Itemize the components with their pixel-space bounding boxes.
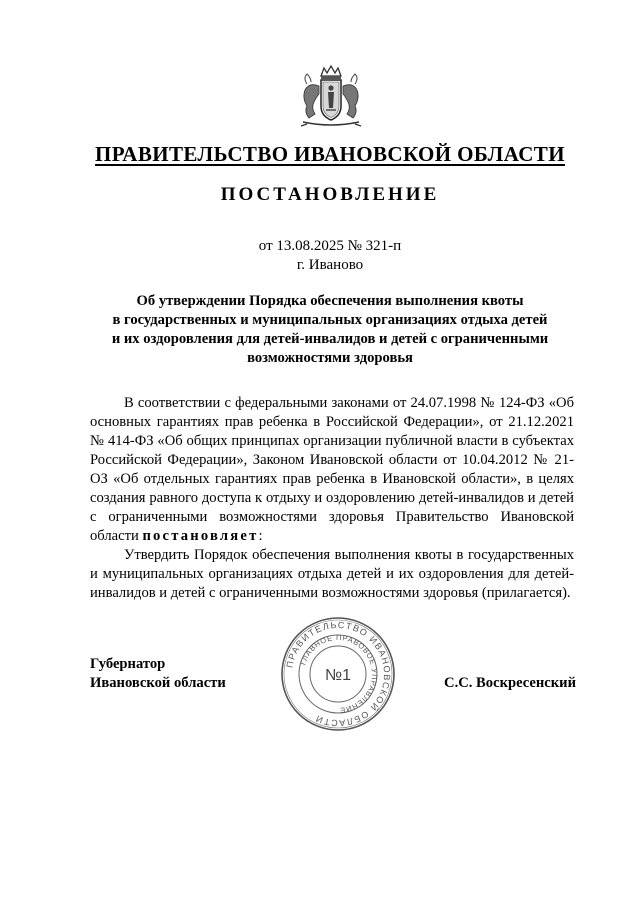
body-paragraph [90, 394, 574, 546]
document-city: г. Иваново [296, 257, 364, 273]
subject-line: в государственных и муниципальных организациях отдыха детей [112, 312, 548, 328]
coat-of-arms-icon [293, 64, 369, 128]
document-date-number: от 13.08.2025 № 321-п [258, 238, 402, 254]
subject-line: Об утверждении Порядка обеспечения выполнения квоты [136, 293, 524, 309]
document-subject [80, 292, 580, 368]
resolves-word: постановляет [142, 528, 259, 544]
signatory-position [90, 655, 226, 693]
signatory-name: С.С. Воскресенский [444, 675, 576, 691]
paragraph-text: В соответствии с федеральными законами от 24.07.1998 № 124-ФЗ «Об основных гарантиях прав ребенка в Российской Федерации», от 21.12.2021 № 414-ФЗ «Об общих принципах организации публичной власти в субъектах Российской Федерации», Законом Ивановской области от 10.04.2012 № 21-ОЗ «Об отдельных гарантиях прав ребенка в Ивановской области», в целях создания равного доступа к отдыху и оздоровлению детей-инвалидов и детей с ограниченными возможностями здоровья Правительство Ивановской области [90, 395, 574, 544]
document-type: ПОСТАНОВЛЕНИЕ [220, 184, 440, 205]
subject-line: и их оздоровления для детей-инвалидов и детей с ограниченными [111, 331, 549, 347]
resolves-colon: : [258, 528, 263, 544]
position-line: Ивановской области [90, 675, 226, 691]
document-body [90, 394, 574, 603]
body-paragraph: Утвердить Порядок обеспечения выполнения квоты в государственных и муниципальных организациях отдыха детей и их оздоровления для детей-инвалидов и детей с ограниченными возможностями здоровья (прилагается). [90, 547, 574, 601]
stamp-inner-text: ГЛАВНОЕ ПРАВОВОЕ УПРАВЛЕНИЕ [298, 632, 380, 716]
stamp-number: №1 [324, 667, 352, 684]
subject-line: возможностями здоровья [247, 350, 413, 366]
stamp-outer-text: ПРАВИТЕЛЬСТВО ИВАНОВСКОЙ ОБЛАСТИ [284, 619, 393, 729]
position-line: Губернатор [90, 656, 166, 672]
organization-title: ПРАВИТЕЛЬСТВО ИВАНОВСКОЙ ОБЛАСТИ [95, 142, 565, 166]
official-stamp [279, 615, 397, 733]
